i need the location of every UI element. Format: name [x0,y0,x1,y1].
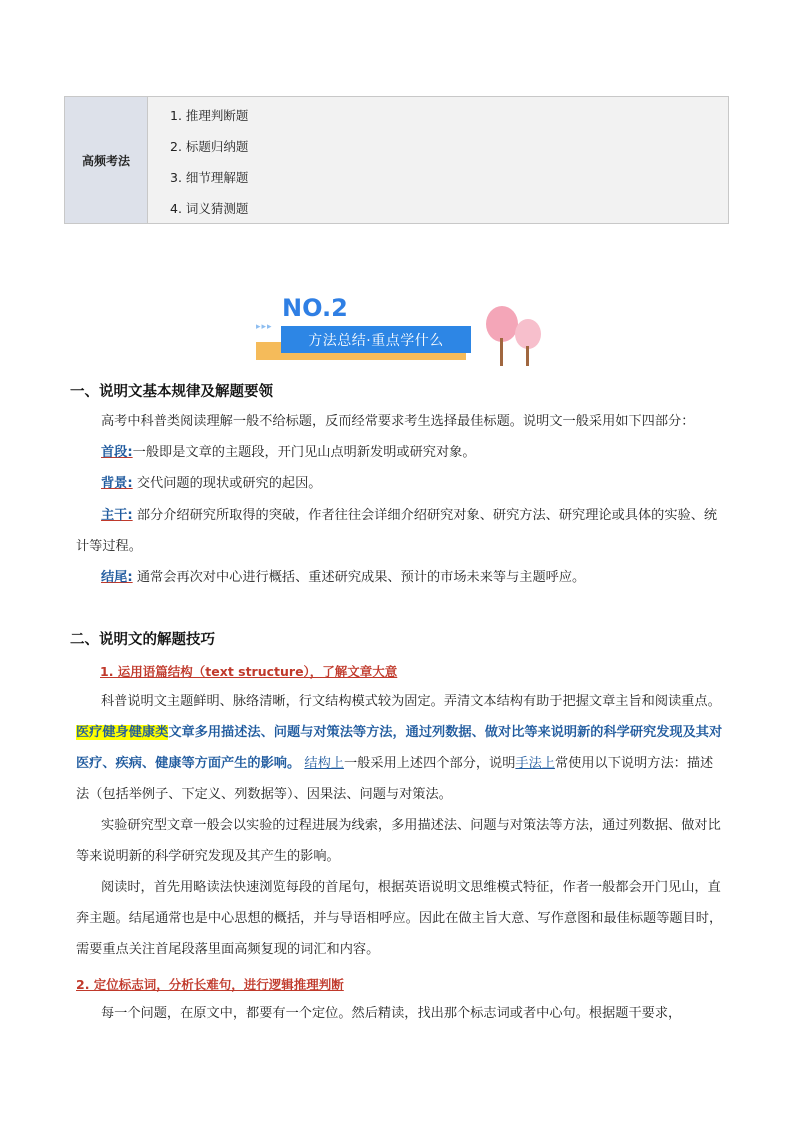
table-item: 3. 细节理解题 [170,170,249,185]
text: 一般采用上述四个部分，说明 [343,756,516,771]
text: 科普说明文主题鲜明、脉络清晰，行文结构模式较为固定。弄清文本结构有助于把握文章主旨和阅读重点。 [101,694,721,709]
part-body [76,500,724,562]
underlined-term: 结构上 [304,756,344,771]
part-text: 交代问题的现状或研究的起因。 [132,476,322,491]
part-key: 主干: [101,508,133,523]
table-item: 1. 推理判断题 [170,108,249,123]
section1-intro: 高考中科普类阅读理解一般不给标题，反而经常要求考生选择最佳标题。说明文一般采用如下四部分： [101,414,695,429]
table-items [148,97,728,223]
part-ending [76,562,724,593]
section2-paragraph-4: 每一个问题，在原文中，都要有一个定位。然后精读，找出那个标志词或者中心句。根据题干要求， [101,1006,682,1021]
part-text: 一般即是文章的主题段，开门见山点明新发明或研究对象。 [132,445,476,460]
banner-number: NO.2 [282,294,348,322]
table-item: 4. 词义猜测题 [170,201,249,216]
exam-types-table [64,96,729,224]
section2-paragraph-3: 阅读时，首先用略读法快速浏览每段的首尾句，根据英语说明文思维模式特征，作者一般都会开门见山，直奔主题。结尾通常也是中心思想的概括，并与导语相呼应。因此在做主旨大意、写作意图和最佳标题等题目时，需要重点关注首尾段落里面高频复现的词汇和内容。 [76,880,723,957]
section2-paragraph-2: 实验研究型文章一般会以实验的过程进展为线索，多用描述法、问题与对策法等方法，通过列数据、做对比等来说明新的科学研究发现及其产生的影响。 [76,818,721,864]
part-key: 首段: [101,445,133,460]
part-background [76,468,724,499]
underlined-term: 手法上 [515,756,555,771]
text: 常使用以下说明方法：描述法（包括举例子、下定义、列数据等）、因果法、问题与对策法。 [76,756,714,802]
part-key: 结尾: [101,570,133,585]
banner-dots: ▸▸▸ [256,322,273,332]
emphasis-text: 文章多用描述法、问题与对策法等方法，通过列数据、做对比等来说明新的科学研究发现及其对医疗、疾病、健康等方面产生的影响。 [76,725,723,771]
part-key: 背景: [101,476,133,491]
subheading-1: 1. 运用语篇结构（text structure），了解文章大意 [100,664,398,679]
table-label: 高频考法 [65,97,148,223]
subheading-2: 2. 定位标志词，分析长难句，进行逻辑推理判断 [76,977,344,992]
part-text: 部分介绍研究所取得的突破，作者往往会详细介绍研究对象、研究方法、研究理论或具体的实验、统计等过程。 [76,508,718,554]
part-first-paragraph [76,437,724,468]
part-text: 通常会再次对中心进行概括、重述研究成果、预计的市场未来等与主题呼应。 [132,570,586,585]
trees-icon [478,304,550,368]
table-item: 2. 标题归纳题 [170,139,249,154]
banner-subtitle: 方法总结·重点学什么 [281,326,471,353]
highlighted-term: 医疗健身健康类 [76,725,169,740]
section2-paragraph-1 [76,686,724,810]
section1-heading: 一、说明文基本规律及解题要领 [70,384,273,400]
section2-heading: 二、说明文的解题技巧 [70,632,215,648]
